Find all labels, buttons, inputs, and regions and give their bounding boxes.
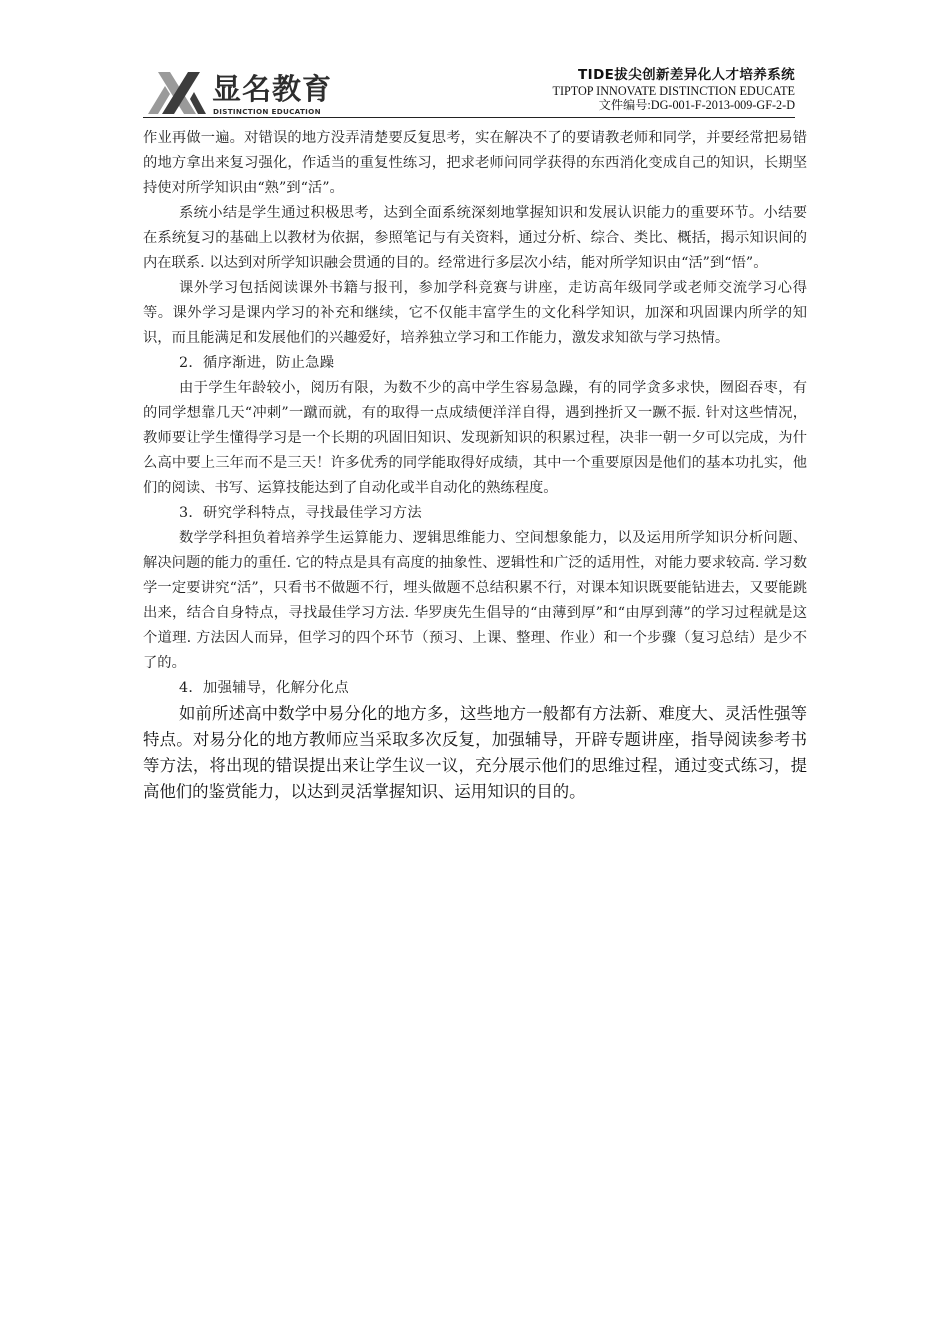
section-heading-3: 3．研究学科特点，寻找最佳学习方法: [179, 505, 422, 521]
section-heading-4: 4．加强辅导，化解分化点: [179, 680, 349, 696]
file-number: 文件编号:DG-001-F-2013-009-GF-2-D: [598, 98, 795, 112]
paragraph-error-review: 作业再做一遍。对错误的地方没弄清楚要反复思考，实在解决不了的要请教老师和同学，并要经常把易错的地方拿出来复习强化，作适当的重复性练习，把求老师问同学获得的东西消化变成自己的知识，长期坚持使对所学知识由“熟”到“活”。: [143, 130, 807, 196]
paragraph-tutoring: 如前所述高中数学中易分化的地方多，这些地方一般都有方法新、难度大、灵活性强等特点。对易分化的地方教师应当采取多次反复，加强辅导，开辟专题讲座，指导阅读参考书等方法，将出现的错误提出来让学生议一议，充分展示他们的思维过程，通过变式练习，提高他们的鉴赏能力，以达到灵活掌握知识、运用知识的目的。: [143, 704, 807, 801]
header-info: [553, 66, 796, 112]
x-logo-icon: [148, 72, 206, 114]
page-header: [143, 66, 795, 118]
header-divider: [143, 117, 795, 118]
logo-text-cn: 显名教育: [212, 72, 333, 106]
paragraph-extracurricular: 课外学习包括阅读课外书籍与报刊，参加学科竞赛与讲座，走访高年级同学或老师交流学习心得等。课外学习是课内学习的补充和继续，它不仅能丰富学生的文化科学知识，加深和巩固课内所学的知识，而且能满足和发展他们的兴趣爱好，培养独立学习和工作能力，激发求知欲与学习热情。: [143, 280, 807, 346]
company-logo: [148, 72, 348, 116]
system-title: TIDE拔尖创新差异化人才培养系统: [578, 67, 795, 83]
document-body: [143, 126, 807, 805]
logo-text-en: DISTINCTION EDUCATION: [213, 107, 321, 116]
paragraph-subject-features: 数学学科担负着培养学生运算能力、逻辑思维能力、空间想象能力，以及运用所学知识分析问题、解决问题的能力的重任. 它的特点是具有高度的抽象性、逻辑性和广泛的适用性，对能力要求较高. 学习数学一定要讲究“活”，只看书不做题不行，埋头做题不总结积累不行，对课本知识既要能钻进去，又要能跳出来，结合自身特点，寻找最佳学习方法. 华罗庚先生倡导的“由薄到厚”和“由厚到薄”的学习过程就是这个道理. 方法因人而异，但学习的四个环节（预习、上课、整理、作业）和一个步骤（复习总结）是少不了的。: [143, 530, 807, 671]
paragraph-gradual-progress: 由于学生年龄较小，阅历有限，为数不少的高中学生容易急躁，有的同学贪多求快，囫囵吞枣，有的同学想靠几天“冲刺”一蹴而就，有的取得一点成绩便洋洋自得，遇到挫折又一蹶不振. 针对这些情况，教师要让学生懂得学习是一个长期的巩固旧知识、发现新知识的积累过程，决非一朝一夕可以完成，为什么高中要上三年而不是三天！许多优秀的同学能取得好成绩，其中一个重要原因是他们的基本功扎实，他们的阅读、书写、运算技能达到了自动化或半自动化的熟练程度。: [143, 380, 807, 496]
system-subtitle: TIPTOP INNOVATE DISTINCTION EDUCATE: [552, 84, 795, 98]
paragraph-summary: 系统小结是学生通过积极思考，达到全面系统深刻地掌握知识和发展认识能力的重要环节。小结要在系统复习的基础上以教材为依据，参照笔记与有关资料，通过分析、综合、类比、概括，揭示知识间的内在联系. 以达到对所学知识融会贯通的目的。经常进行多层次小结，能对所学知识由“活”到“悟”。: [143, 205, 807, 271]
section-heading-2: 2．循序渐进，防止急躁: [179, 355, 335, 371]
